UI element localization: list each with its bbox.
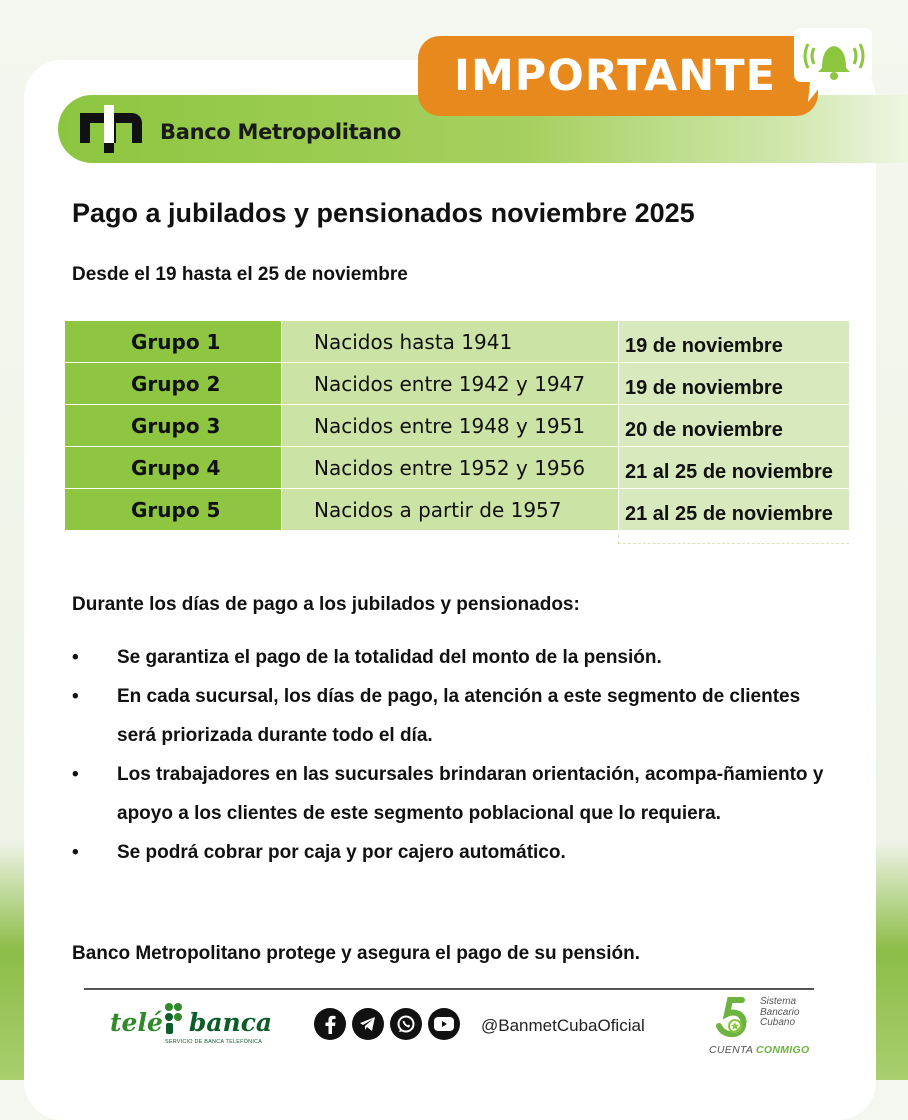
bank-logo-icon xyxy=(80,103,144,155)
table-row xyxy=(65,447,850,489)
sbc-text xyxy=(760,997,799,1029)
page-title: Pago a jubilados y pensionados noviembre 2025 xyxy=(72,198,695,228)
telebanca-logo xyxy=(110,1008,272,1037)
table-row xyxy=(65,489,850,531)
group-cell: Grupo 1 xyxy=(65,321,282,363)
list-item: • En cada sucursal, los días de pago, la atención a este segmento de clientes será priorizada durante todo el día. xyxy=(72,677,842,755)
payment-date-cell: 19 de noviembre xyxy=(619,363,850,405)
birth-range-cell: Nacidos entre 1942 y 1947 xyxy=(282,363,619,405)
bank-name: Banco Metropolitano xyxy=(160,120,402,144)
youtube-icon[interactable] xyxy=(428,1008,460,1040)
payment-date-cell: 21 al 25 de noviembre xyxy=(619,489,850,531)
intro-text: Durante los días de pago a los jubilados y pensionados: xyxy=(72,594,580,615)
group-cell: Grupo 5 xyxy=(65,489,282,531)
birth-range-cell: Nacidos hasta 1941 xyxy=(282,321,619,363)
table-row xyxy=(65,405,850,447)
telebanca-subtitle: SERVICIO DE BANCA TELEFÓNICA xyxy=(165,1039,263,1045)
group-cell: Grupo 3 xyxy=(65,405,282,447)
payment-date-cell: 19 de noviembre xyxy=(619,321,850,363)
birth-range-cell: Nacidos entre 1948 y 1951 xyxy=(282,405,619,447)
group-cell: Grupo 4 xyxy=(65,447,282,489)
telebanca-part-a: telé xyxy=(110,1008,163,1037)
sbc-line: Cubano xyxy=(760,1017,796,1028)
telebanca-part-b: banca xyxy=(188,1008,273,1037)
list-item: • Se garantiza el pago de la totalidad del monto de la pensión. xyxy=(72,638,842,677)
birth-range-cell: Nacidos entre 1952 y 1956 xyxy=(282,447,619,489)
sbc-line: Bancario xyxy=(760,1006,800,1018)
table-row xyxy=(65,321,850,363)
list-item: • Los trabajadores en las sucursales brindaran orientación, acompa-ñamiento y apoyo a los clientes de este segmento poblacional que lo requiera. xyxy=(72,755,842,833)
social-icons xyxy=(314,1008,460,1040)
conditions-list xyxy=(72,638,842,872)
important-badge: IMPORTANTE xyxy=(418,36,818,116)
table-row xyxy=(65,363,850,405)
list-item: • Se podrá cobrar por caja y por cajero automático. xyxy=(72,833,842,872)
slogan-part-b: CONMIGO xyxy=(756,1044,810,1056)
date-range: Desde el 19 hasta el 25 de noviembre xyxy=(72,264,408,285)
footer-divider xyxy=(84,988,814,990)
cuenta-conmigo-slogan xyxy=(709,1044,809,1056)
payment-schedule-table xyxy=(64,320,850,531)
group-cell: Grupo 2 xyxy=(65,363,282,405)
bell-notification-icon xyxy=(786,22,882,106)
table-edge-decoration xyxy=(618,535,849,544)
sbc-anniversary-logo-icon xyxy=(712,996,758,1042)
birth-range-cell: Nacidos a partir de 1957 xyxy=(282,489,619,531)
social-handle[interactable]: @BanmetCubaOficial xyxy=(481,1016,645,1035)
sbc-line: Sistema xyxy=(760,996,797,1007)
telebanca-dots-icon xyxy=(163,1002,185,1036)
payment-date-cell: 20 de noviembre xyxy=(619,405,850,447)
closing-statement: Banco Metropolitano protege y asegura el pago de su pensión. xyxy=(72,943,640,964)
whatsapp-icon[interactable] xyxy=(390,1008,422,1040)
telegram-icon[interactable] xyxy=(352,1008,384,1040)
slogan-part-a: CUENTA xyxy=(709,1044,753,1056)
facebook-icon[interactable] xyxy=(314,1008,346,1040)
payment-date-cell: 21 al 25 de noviembre xyxy=(619,447,850,489)
